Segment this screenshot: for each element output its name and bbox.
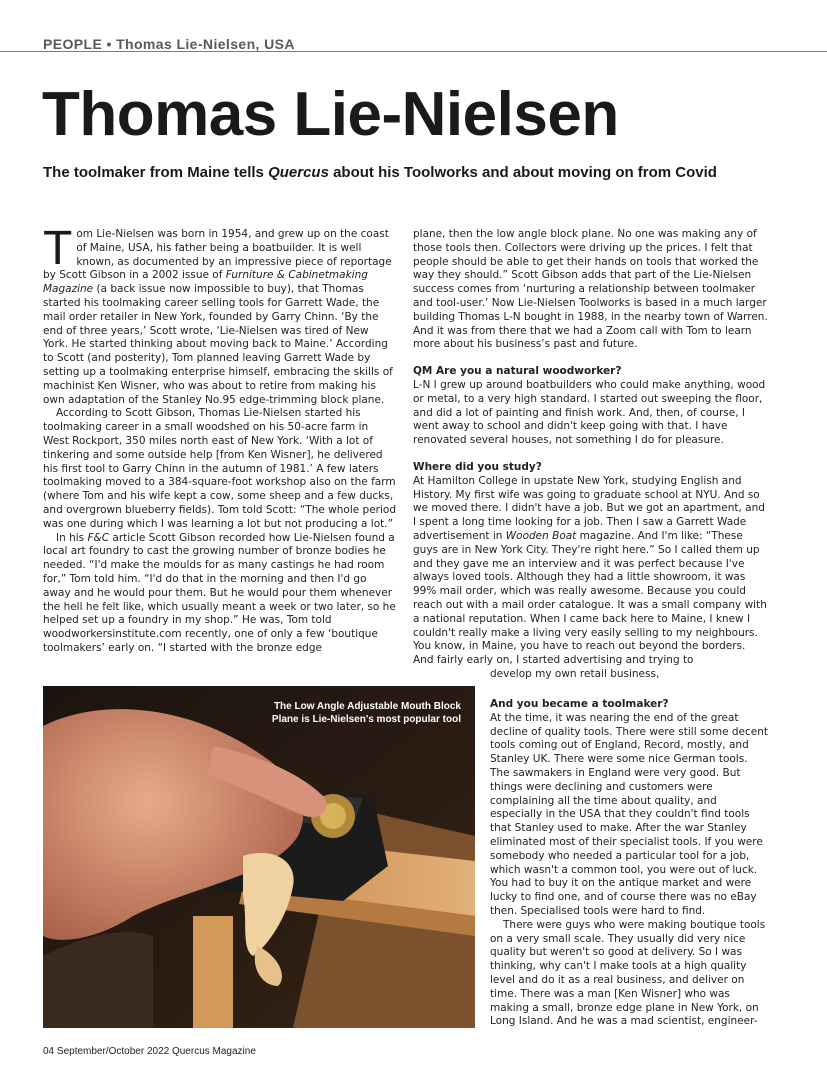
question-heading: QM Are you a natural woodworker? (413, 365, 622, 378)
paragraph: At Hamilton College in upstate New York, studying English and History. My first wife was going to graduate school at NYU. And so we moved there. I didn't have a job. But we got an apartment, and I spent a long time looking for a job. Then I saw a Garrett Wade advertisement in Wooden Boat magazine. And I'm like: “These guys are in New York City. They're right here.” So I called them up and they gave me an interview and it was perfect because I've always loved tools. Although they had a little showroom, it was 99% mail order, which was really awesome. Because you could reach out with a mail order catalogue. It was a small company with a national reputation. When I came back here to Maine, I knew I couldn't really make a living very easily selling to my neighbours. You know, in Maine, you have to reach out beyond the borders. And fairly early on, I started advertising and trying to (413, 474, 767, 667)
paragraph: There were guys who were making boutique tools on a very small scale. They usually did very nice quality but weren't so good at delivery. So I was thinking, why can't I make tools at a high quality level and do it as a real business, and deliver on time. There was a man [Ken Wisner] who was making a small, bronze edge plane in New York, on Long Island. And he was a mad scientist, engineer- (490, 918, 766, 1028)
article-title: Thomas Lie-Nielsen (42, 80, 619, 149)
question-heading: Where did you study? (413, 460, 542, 473)
paragraph: L-N I grew up around boatbuilders who could make anything, wood or metal, to a very high standard. I started out sweeping the floor, and did a lot of painting and finish work. And, then, of course, I went away to school and didn't keep going with that. I have renovated several houses, not something I do for pleasure. (413, 378, 766, 447)
question-heading: And you became a toolmaker? (490, 698, 669, 710)
drop-cap: T (43, 222, 73, 275)
standfirst: The toolmaker from Maine tells Quercus about his Toolworks and about moving on from Covid (43, 164, 717, 181)
photo-illustration (43, 686, 475, 1028)
block-plane-photo (43, 686, 475, 1028)
paragraph: Tom Lie-Nielsen was born in 1954, and grew up on the coast of Maine, USA, his father being a boatbuilder. It is well known, as documented by an impressive piece of reportage by Scott Gibson in a 2002 issue of Furniture & Cabinetmaking Magazine (a back issue now impossible to buy), that Thomas started his toolmaking career selling tools for Garrett Wade, the mail order retailer in New York, founded by Garry Chinn. ‘By the end of three years,’ Scott wrote, ‘Lie-Nielsen was tired of New York. He started thinking about moving back to Maine.’ According to Scott (and posterity), Tom planned leaving Garrett Wade by setting up a toolmaking enterprise himself, embracing the skills of machinist Ken Wisner, who was about to retire from making his own adaptation of the Stanley No.95 edge-trimming block plane. (43, 222, 393, 406)
page-footer: 04 September/October 2022 Quercus Magazine (43, 1046, 256, 1057)
paragraph: plane, then the low angle block plane. No one was making any of those tools then. Collectors were driving up the prices. I felt that people should be able to get their hands on tools that worked the way they should.” Scott Gibson adds that part of the Lie-Nielsen success comes from ‘nurturing a relationship between toolmaker and tool-user.’ Now Lie-Nielsen Toolworks is based in a much larger building Thomas L-N bought in 1988, in the nearby town of Warren. And it was from there that we had a Zoom call with Tom to learn more about his business’s past and future. (413, 228, 768, 351)
column-1 (43, 222, 396, 656)
column-3 (490, 698, 768, 1029)
paragraph: According to Scott Gibson, Thomas Lie-Nielsen started his toolmaking career in a small woodshed on his 50-acre farm in West Rockport, 350 miles north east of New York. ‘With a lot of tinkering and some outside help [from Ken Wisner], he delivered his first tool to Garry Chinn in the autumn of 1981.’ A few laters toolmaking moved to a 384-square-foot workshop also on the farm (where Tom and his wife kept a cow, some sheep and a few ducks, and overgrown blueberry fields). Tom told Scott: “The whole period was one during which I was learning a lot but not producing a lot.” (43, 407, 396, 530)
column-2 (413, 228, 768, 682)
paragraph: At the time, it was nearing the end of the great decline of quality tools. There were still some decent tools coming out of England, Record, mostly, and Stanley UK. There were some nice German tools. The sawmakers in England were very good. But things were declining and customers were complaining all the time about quality, and especially in the USA that they couldn't find tools that Stanley used to make. After the war Stanley eliminated most of their specialist tools. If you were somebody who needed a particular tool for a job, which wasn't a common tool, you were out of luck. You had to buy it on the antique market and were lucky to find one, and of course there was no eBay then. Specialised tools were hard to find. (490, 711, 768, 917)
photo-caption: The Low Angle Adjustable Mouth Block Plane is Lie-Nielsen's most popular tool (271, 701, 461, 725)
paragraph: In his F&C article Scott Gibson recorded how Lie-Nielsen found a local art foundry to cast the growing number of bronze bodies he needed. “I'd make the moulds for as many castings he had room for,” Tom told him. “I'd do that in the morning and then I'd go away and he would pour them. But he would pour them whenever the hell he felt like, which usually meant a week or two later, so he helped set up a foundry in my shop.” He was, Tom told woodworkersinstitute.com recently, one of only a few ‘boutique toolmakers’ early on. “I started with the bronze edge (43, 531, 396, 654)
section-header: PEOPLE • Thomas Lie-Nielsen, USA (43, 36, 295, 52)
paragraph: develop my own retail business, (490, 667, 660, 680)
header-rule (0, 51, 827, 52)
